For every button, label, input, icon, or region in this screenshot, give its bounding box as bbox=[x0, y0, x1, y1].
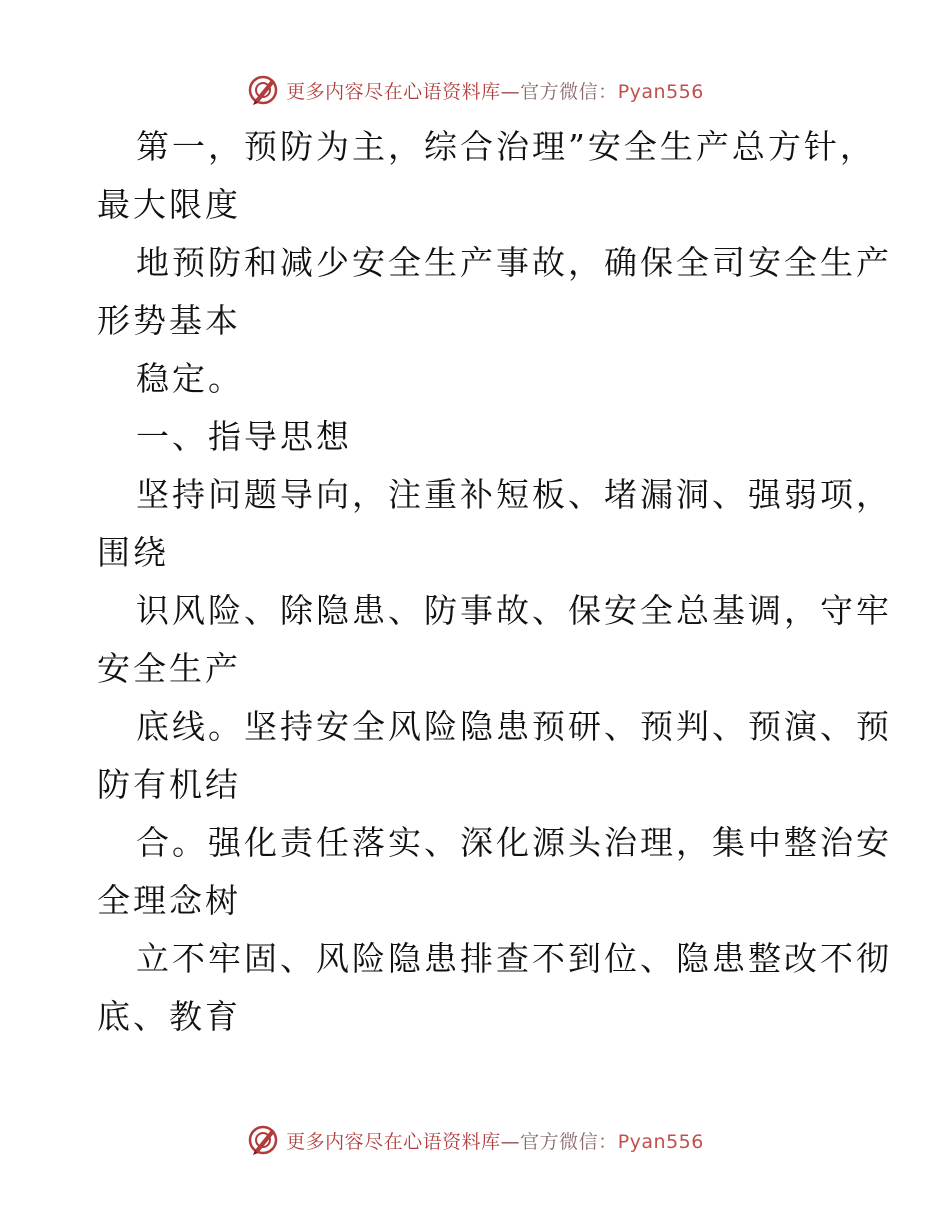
header-banner bbox=[0, 70, 950, 110]
text-line: 全理念树 bbox=[97, 881, 241, 920]
text-line: 围绕 bbox=[97, 533, 169, 572]
text-line: 最大限度 bbox=[97, 185, 241, 224]
banner-separator: — bbox=[500, 80, 521, 103]
text-line: 地预防和减少安全生产事故，确保全司安全生产 bbox=[136, 243, 892, 282]
text-line: 合。强化责任落实、深化源头治理，集中整治安 bbox=[136, 823, 892, 862]
banner-label: 官方微信： bbox=[520, 1130, 618, 1153]
text-line: 安全生产 bbox=[97, 649, 241, 688]
document-body bbox=[97, 118, 892, 1046]
banner-brand: 更多内容尽在心语资料库 bbox=[286, 80, 501, 103]
banner-text bbox=[286, 1127, 704, 1154]
banner-separator: — bbox=[500, 1130, 521, 1153]
banner-wechat-id: Pyan556 bbox=[617, 80, 704, 103]
text-line: 立不牢固、风险隐患排查不到位、隐患整改不彻 bbox=[136, 939, 892, 978]
text-line: 底线。坚持安全风险隐患预研、预判、预演、预 bbox=[136, 707, 892, 746]
banner-wechat-id: Pyan556 bbox=[617, 1130, 704, 1153]
text-line: 第一，预防为主，综合治理”安全生产总方针， bbox=[136, 127, 876, 166]
text-line: 识风险、除隐患、防事故、保安全总基调，守牢 bbox=[136, 591, 892, 630]
banner-label: 官方微信： bbox=[520, 80, 618, 103]
text-line: 防有机结 bbox=[97, 765, 241, 804]
text-line: 底、教育 bbox=[97, 997, 241, 1036]
footer-banner bbox=[0, 1120, 950, 1160]
pen-logo-icon bbox=[246, 1123, 280, 1157]
text-line: 稳定。 bbox=[136, 359, 244, 398]
text-line: 一、指导思想 bbox=[136, 417, 352, 456]
pen-logo-icon bbox=[246, 73, 280, 107]
banner-text bbox=[286, 77, 704, 104]
text-line: 坚持问题导向，注重补短板、堵漏洞、强弱项， bbox=[136, 475, 892, 514]
text-line: 形势基本 bbox=[97, 301, 241, 340]
banner-brand: 更多内容尽在心语资料库 bbox=[286, 1130, 501, 1153]
